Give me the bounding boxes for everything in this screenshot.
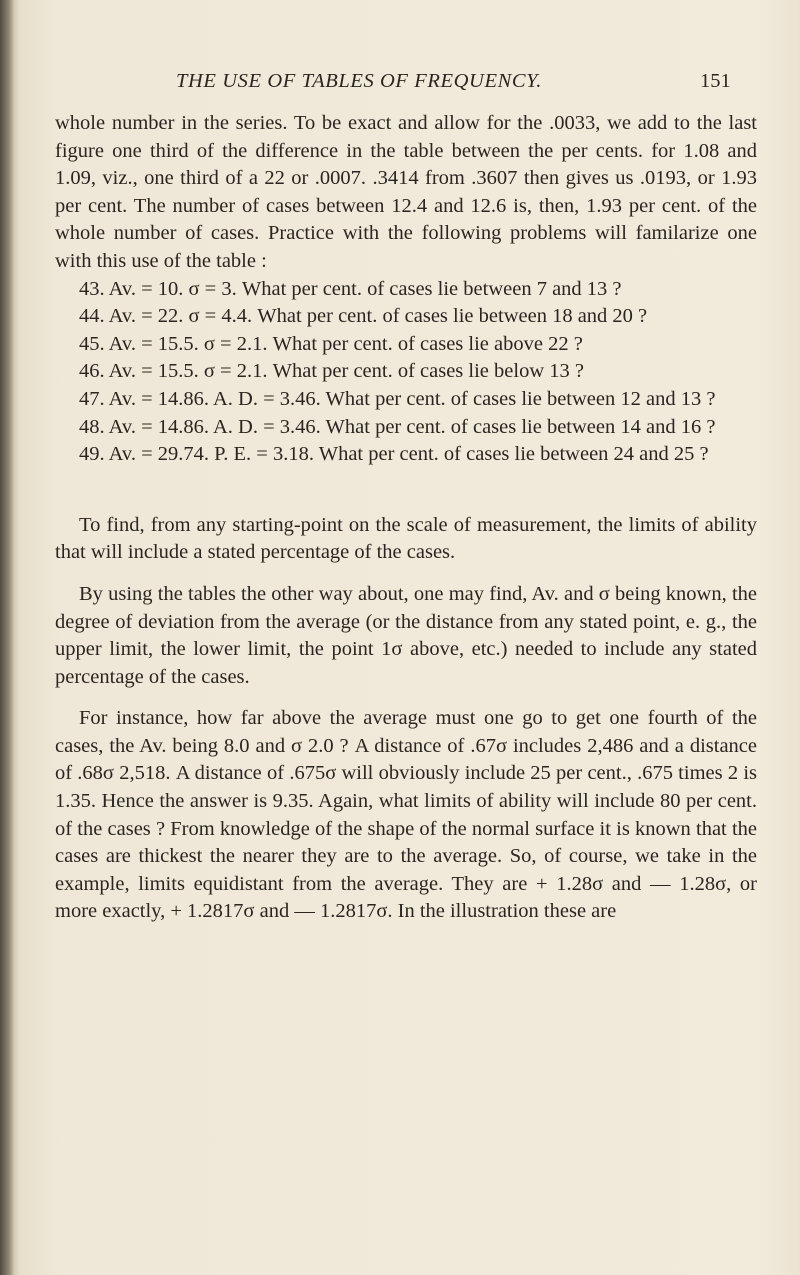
page-body <box>55 110 757 926</box>
page-number: 151 <box>700 70 731 92</box>
problem-43: 43. Av. = 10. σ = 3. What per cent. of cases lie between 7 and 13 ? <box>79 277 622 300</box>
paragraph-gap <box>55 691 757 705</box>
problem-49: 49. Av. = 29.74. P. E. = 3.18. What per cent. of cases lie between 24 and 25 ? <box>79 443 709 466</box>
problem-47: 47. Av. = 14.86. A. D. = 3.46. What per cent. of cases lie between 12 and 13 ? <box>79 387 716 410</box>
problem-48: 48. Av. = 14.86. A. D. = 3.46. What per cent. of cases lie between 14 and 16 ? <box>79 415 716 438</box>
page-header <box>0 70 800 100</box>
problem-44: 44. Av. = 22. σ = 4.4. What per cent. of cases lie between 18 and 20 ? <box>79 305 648 328</box>
section-heading-paragraph: To find, from any starting-point on the scale of measurement, the limits of ability that will include a stated percentage of the cases. <box>55 513 757 564</box>
paragraph-tables-usage: By using the tables the other way about, one may find, Av. and σ being known, the degree of deviation from the average (or the distance from any stated point, e. g., the upper limit, the lower limit, the point 1σ above, etc.) needed to include any stated percentage of the cases. <box>55 582 757 688</box>
problem-45: 45. Av. = 15.5. σ = 2.1. What per cent. of cases lie above 22 ? <box>79 332 583 355</box>
paragraph-gap <box>55 567 757 581</box>
section-gap <box>55 469 757 512</box>
paragraph-continuation: whole number in the series. To be exact and allow for the .0033, we add to the last figure one third of the difference in the table between the per cents. for 1.08 and 1.09, viz., one third of a 22 or .0007. .3414 from .3607 then gives us .0193, or 1.93 per cent. The number of cases between 12.4 and 12.6 is, then, 1.93 per cent. of the whole number of cases. Practice with the following problems will familarize one with this use of the table : <box>55 112 757 272</box>
problem-46: 46. Av. = 15.5. σ = 2.1. What per cent. of cases lie below 13 ? <box>79 360 584 383</box>
paragraph-example: For instance, how far above the average must one go to get one fourth of the cases, the Av. being 8.0 and σ 2.0 ? A distance of .67σ includes 2,486 and a distance of .68σ 2,518. A distance of .675σ will obviously include 25 per cent., .675 times 2 is 1.35. Hence the answer is 9.35. Again, what limits of ability will include 80 per cent. of the cases ? From knowledge of the shape of the normal surface it is known that the cases are thickest the nearer they are to the average. So, of course, we take in the example, limits equidistant from the average. They are + 1.28σ and — 1.28σ, or more exactly, + 1.2817σ and — 1.2817σ. In the illustration these are <box>55 707 757 923</box>
running-title: THE USE OF TABLES OF FREQUENCY. <box>176 70 542 92</box>
page-binding-edge <box>0 0 14 1275</box>
